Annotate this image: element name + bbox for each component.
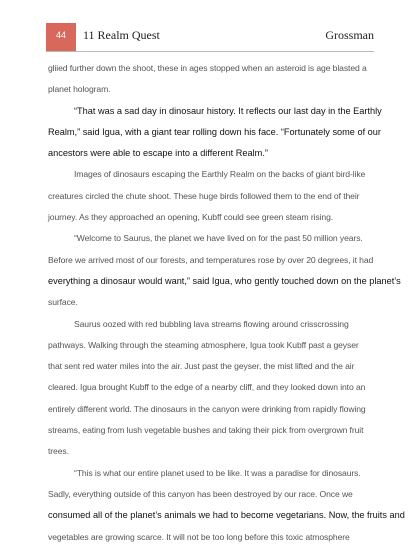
text-line: “That was a sad day in dinosaur history. It reflects our last day in the Earthly bbox=[74, 105, 382, 116]
page-number: 44 bbox=[55, 30, 66, 40]
text-line: Saurus oozed with red bubbling lava streams flowing around crisscrossing bbox=[74, 318, 349, 329]
text-line: trees. bbox=[48, 446, 69, 457]
text-line: gliied further down the shoot, these in ages stopped when an asteroid is age blasted a bbox=[48, 63, 367, 73]
page-header bbox=[0, 0, 420, 60]
text-line: “This is what our entire planet used to be like. It was a paradise for dinosaurs. bbox=[74, 467, 361, 478]
author-name: Grossman bbox=[325, 28, 374, 42]
text-line: planet hologram. bbox=[48, 84, 111, 95]
text-line: entirely different world. The dinosaurs in the canyon were drinking from rapidly flowing bbox=[48, 403, 366, 414]
text-line: “Welcome to Saurus, the planet we have lived on for the past 50 million years. bbox=[74, 233, 363, 244]
text-line: journey. As they approached an opening, Kubff could see green steam rising. bbox=[48, 212, 334, 223]
text-line: ancestors were able to escape into a different Realm.” bbox=[48, 148, 268, 159]
text-line: consumed all of the planet’s animals we had to become vegetarians. Now, the fruits and bbox=[48, 510, 405, 521]
text-line: Before we arrived most of our forests, and temperatures rose by over 20 degrees, it had bbox=[48, 254, 374, 265]
text-line: surface. bbox=[48, 297, 78, 308]
book-title: 11 Realm Quest bbox=[83, 28, 160, 42]
text-line: Sadly, everything outside of this canyon has been destroyed by our race. Once we bbox=[48, 488, 353, 499]
text-line: pathways. Walking through the steaming atmosphere, Igua took Kubff past a geyser bbox=[48, 339, 359, 350]
text-line: creatures circled the chute shoot. These huge birds followed them to the end of their bbox=[48, 190, 360, 201]
text-line: Realm,” said Igua, with a giant tear rolling down his face. “Fortunately some of our bbox=[48, 126, 381, 137]
page-number-badge bbox=[46, 23, 76, 51]
header-divider bbox=[46, 51, 374, 52]
text-line: Images of dinosaurs escaping the Earthly Realm on the backs of giant bird-like bbox=[74, 169, 366, 180]
text-line: that sent red water miles into the air. Just past the geyser, the mist lifted and the air bbox=[48, 361, 355, 372]
text-line: vegetables are growing scarce. It will not be too long before this toxic atmosphere bbox=[48, 531, 350, 542]
text-line: cleared. Igua brought Kubff to the edge of a nearby cliff, and they looked down into an bbox=[48, 382, 366, 393]
text-line: everything a dinosaur would want,” said Igua, who gently touched down on the planet’s bbox=[48, 275, 401, 286]
text-line: streams, eating from lush vegetable bushes and taking their pick from overgrown fruit bbox=[48, 425, 364, 436]
page-body bbox=[48, 58, 405, 548]
